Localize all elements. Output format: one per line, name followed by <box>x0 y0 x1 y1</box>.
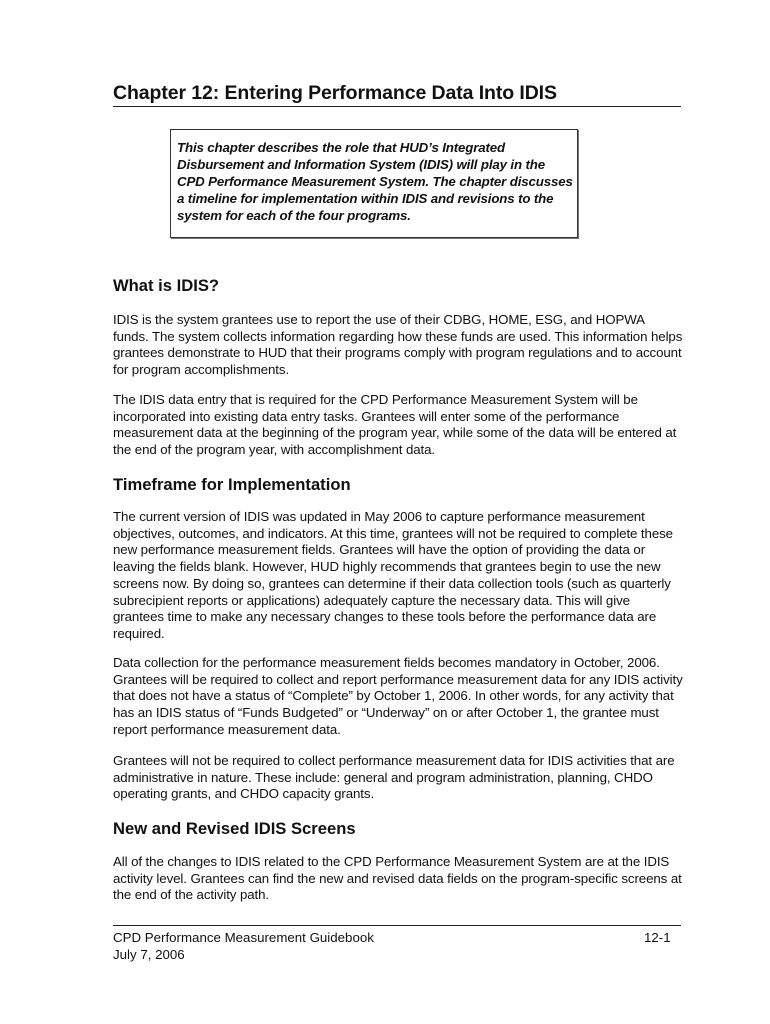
section-heading-timeframe: Timeframe for Implementation <box>113 475 351 494</box>
footer-date: July 7, 2006 <box>113 947 185 962</box>
paragraph: Data collection for the performance measurement fields becomes mandatory in October, 2006. Grantees will be required to collect and report performance measurement data for any IDIS activity that does not have a status of “Complete” by October 1, 2006. In other words, for any activity that has an IDIS status of “Funds Budgeted” or “Underway” on or after October 1, the grantee must report performance measurement data. <box>113 655 683 737</box>
footer-page-number: 12-1 <box>644 930 671 945</box>
section-heading-what-is-idis: What is IDIS? <box>113 276 220 295</box>
chapter-summary-text: This chapter describes the role that HUD’s Integrated Disbursement and Information System (IDIS) will play in the CPD Performance Measurement System. The chapter discusses a timeline for implementation within IDIS and revisions to the system for each of the four programs. <box>177 140 573 223</box>
paragraph: The current version of IDIS was updated in May 2006 to capture performance measurement objectives, outcomes, and indicators. At this time, grantees will not be required to complete these new performance measurement fields. Grantees will have the option of providing the data or leaving the fields blank. However, HUD highly recommends that grantees begin to use the new screens now. By doing so, grantees can determine if their data collection tools (such as quarterly subrecipient reports or applications) adequately capture the necessary data. This will give grantees time to make any necessary changes to these tools before the performance data are required. <box>113 509 673 641</box>
paragraph: IDIS is the system grantees use to report the use of their CDBG, HOME, ESG, and HOPWA funds. The system collects information regarding how these funds are used. This information helps grantees demonstrate to HUD that their programs comply with program regulations and to account for program accomplishments. <box>113 312 683 378</box>
footer-left <box>113 929 374 963</box>
footer-rule <box>113 925 681 926</box>
paragraph: Grantees will not be required to collect performance measurement data for IDIS activities that are administrative in nature. These include: general and program administration, planning, CHDO operating grants, and CHDO capacity grants. <box>113 753 675 802</box>
paragraph: The IDIS data entry that is required for the CPD Performance Measurement System will be incorporated into existing data entry tasks. Grantees will enter some of the performance measurement data at the beginning of the program year, while some of the data will be entered at the end of the program year, with accomplishment data. <box>113 392 677 458</box>
chapter-summary-box <box>170 129 578 238</box>
title-rule <box>113 106 681 107</box>
paragraph: All of the changes to IDIS related to the CPD Performance Measurement System are at the IDIS activity level. Grantees can find the new and revised data fields on the program-specific screens at the end of the activity path. <box>113 854 682 903</box>
section-heading-new-screens: New and Revised IDIS Screens <box>113 819 356 838</box>
chapter-title: Chapter 12: Entering Performance Data Into IDIS <box>113 82 557 104</box>
footer-guide-title: CPD Performance Measurement Guidebook <box>113 930 374 945</box>
